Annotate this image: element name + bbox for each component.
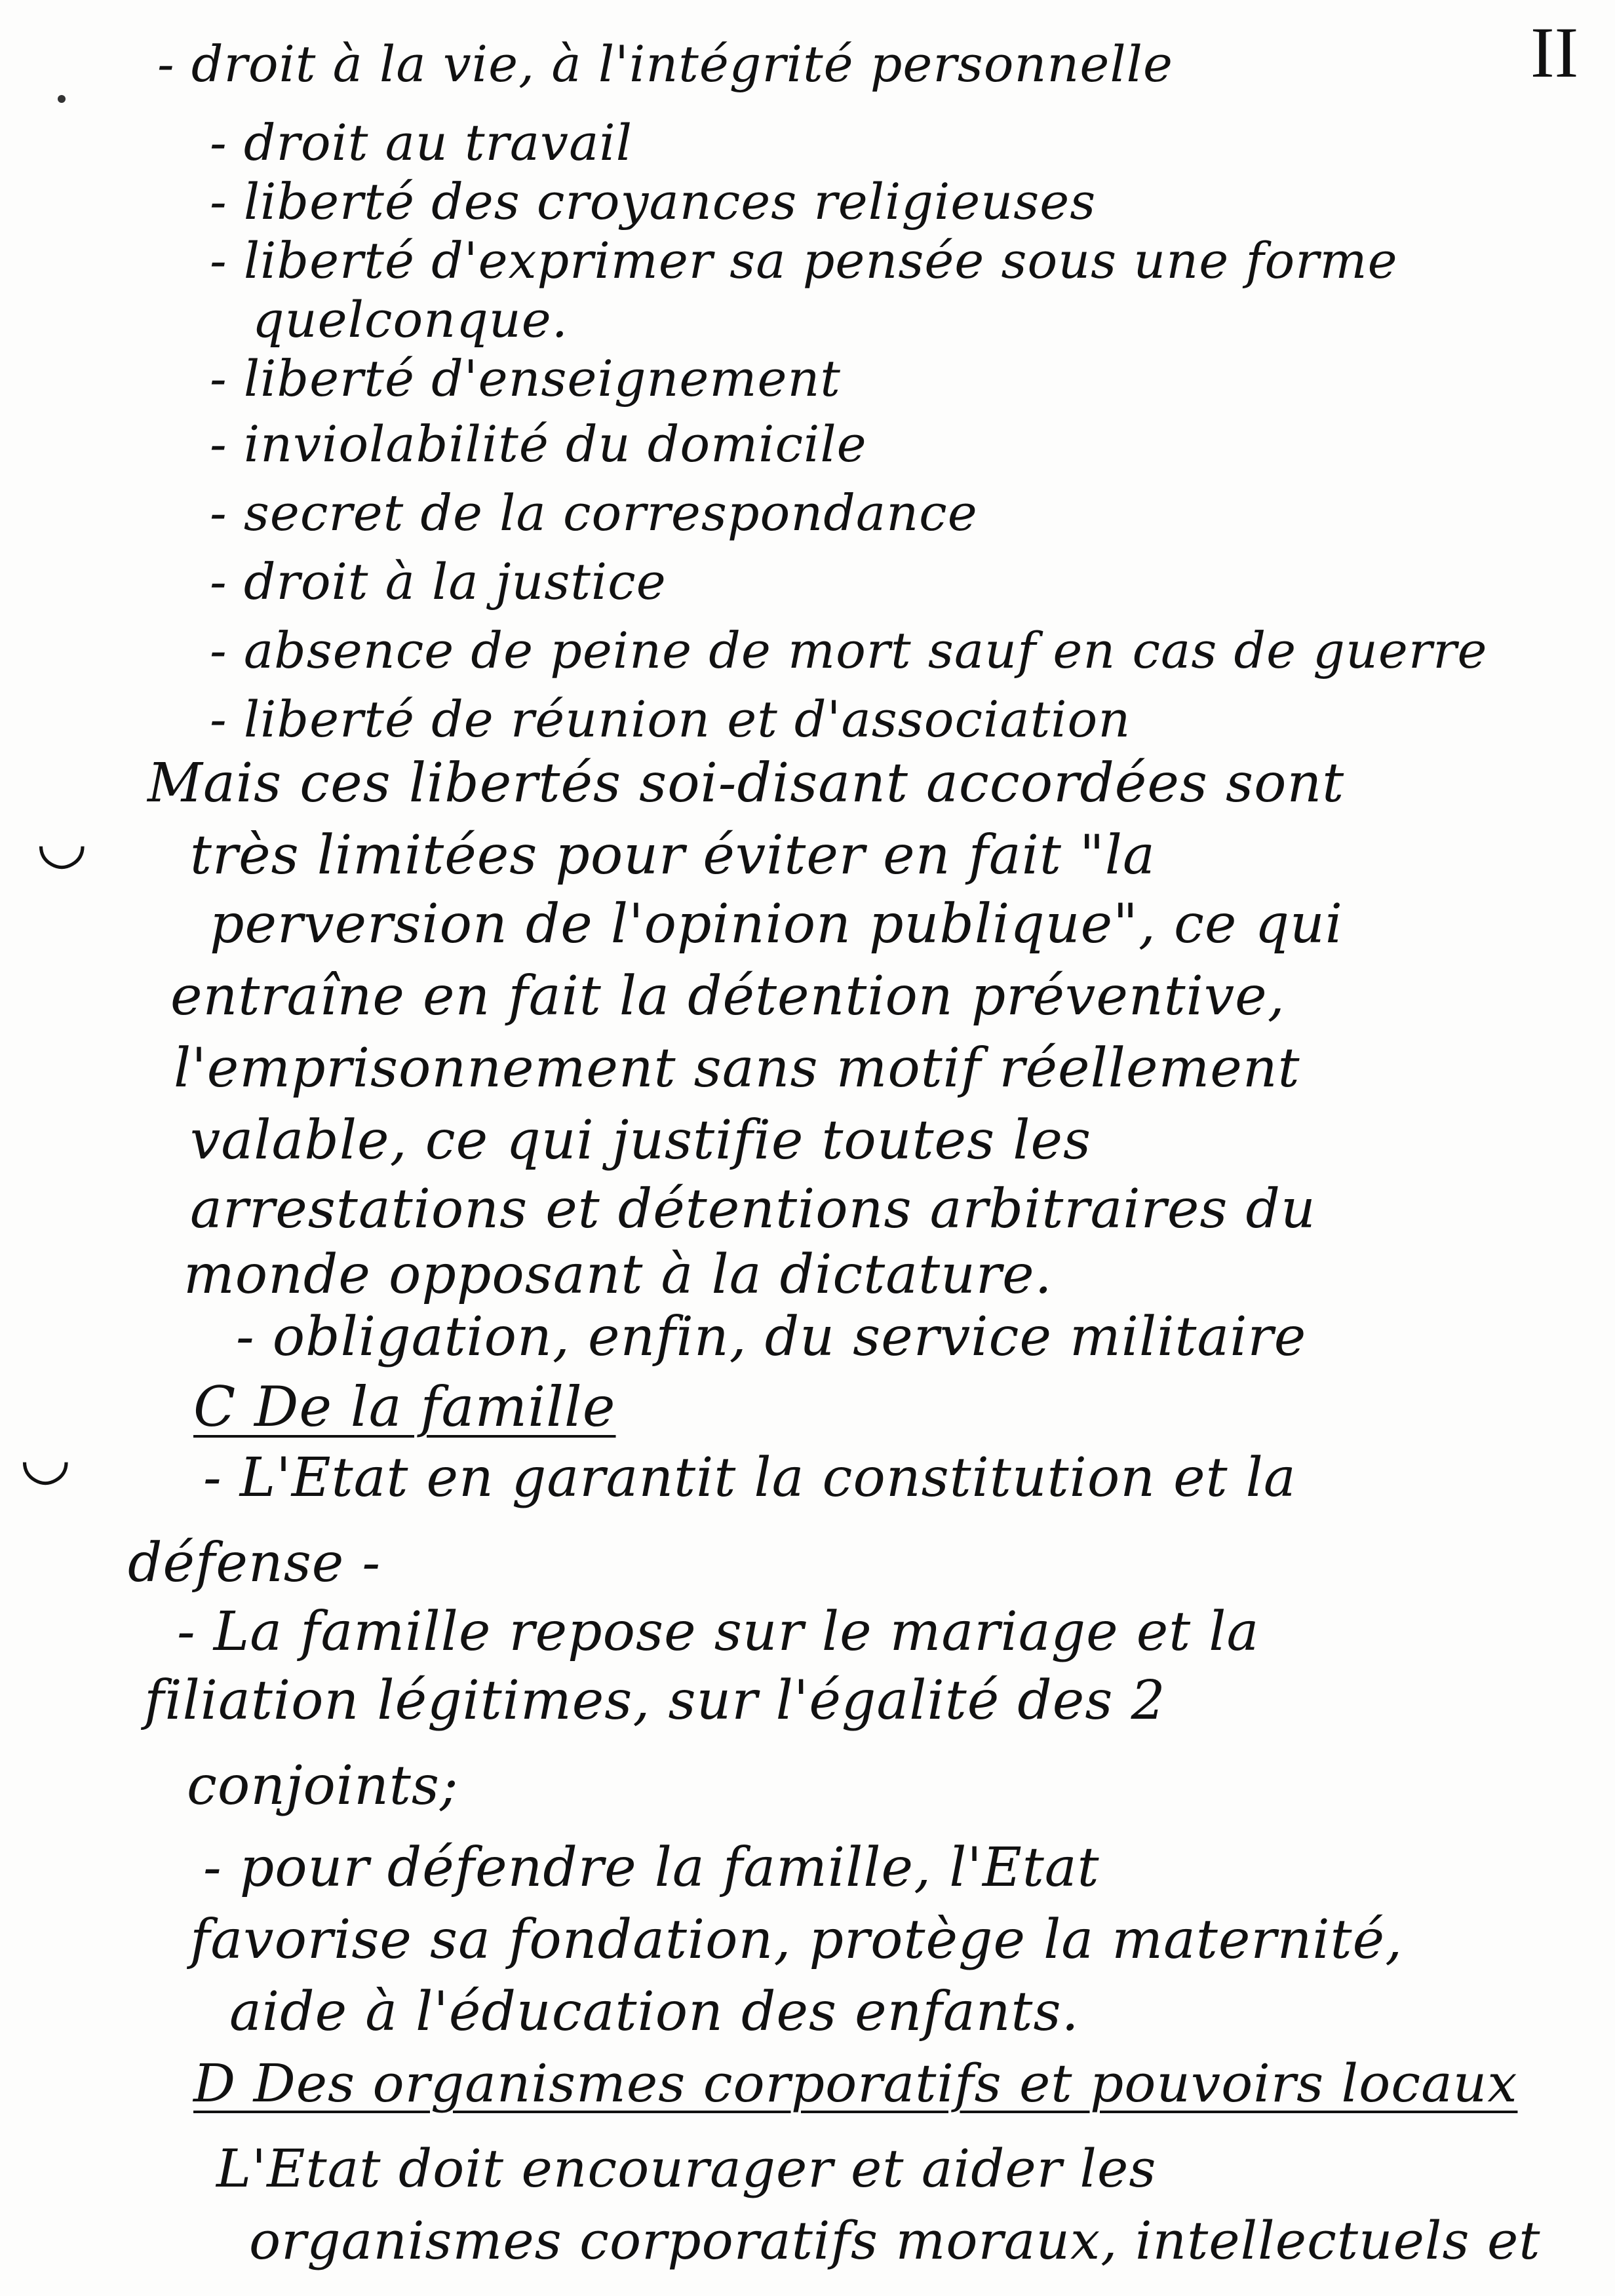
text-line: - droit à la justice: [210, 552, 667, 611]
text-line: - droit au travail: [210, 113, 633, 172]
text-line: défense -: [128, 1532, 381, 1594]
text-line: favorise sa fondation, protège la maternité,: [190, 1909, 1403, 1971]
text-line: aide à l'éducation des enfants.: [229, 1981, 1080, 2043]
text-line: - L'Etat en garantit la constitution et la: [203, 1447, 1296, 1509]
section-heading-famille: C De la famille: [193, 1375, 616, 1439]
text-line: l'emprisonnement sans motif réellement: [174, 1037, 1300, 1100]
text-line: arrestations et détentions arbitraires du: [190, 1178, 1316, 1240]
text-line: perversion de l'opinion publique", ce qui: [210, 893, 1344, 955]
text-line: valable, ce qui justifie toutes les: [190, 1109, 1092, 1172]
text-line: organismes corporatifs moraux, intellectuels et: [249, 2210, 1541, 2271]
text-line: - liberté d'enseignement: [210, 349, 841, 408]
margin-dot: [58, 95, 66, 103]
text-line: - absence de peine de mort sauf en cas de guerre: [210, 621, 1488, 679]
text-line: L'Etat doit encourager et aider les: [216, 2138, 1157, 2199]
text-line: - secret de la correspondance: [210, 484, 978, 542]
text-line: - obligation, enfin, du service militaire: [236, 1306, 1307, 1368]
text-line: conjoints;: [187, 1755, 459, 1817]
text-line: - inviolabilité du domicile: [210, 415, 867, 473]
text-line: - liberté de réunion et d'association: [210, 690, 1131, 748]
text-line: très limitées pour éviter en fait "la: [190, 824, 1156, 887]
text-line: - liberté d'exprimer sa pensée sous une forme: [210, 231, 1398, 290]
text-line: - liberté des croyances religieuses: [210, 172, 1097, 231]
margin-mark-arc: ◡: [36, 807, 88, 876]
text-line: filiation légitimes, sur l'égalité des 2: [144, 1670, 1166, 1732]
margin-mark-arc: ◡: [20, 1423, 71, 1492]
text-line: entraîne en fait la détention préventive,: [170, 965, 1285, 1027]
text-line: quelconque.: [252, 290, 568, 349]
text-line: monde opposant à la dictature.: [184, 1244, 1053, 1306]
page-number: II: [1530, 12, 1579, 92]
text-line: - pour défendre la famille, l'Etat: [203, 1837, 1100, 1899]
text-line: - droit à la vie, à l'intégrité personnelle: [157, 35, 1173, 93]
section-heading-organismes: D Des organismes corporatifs et pouvoirs locaux: [193, 2053, 1518, 2114]
text-line: - La famille repose sur le mariage et la: [177, 1601, 1260, 1663]
text-line: Mais ces libertés soi-disant accordées sont: [147, 752, 1345, 814]
